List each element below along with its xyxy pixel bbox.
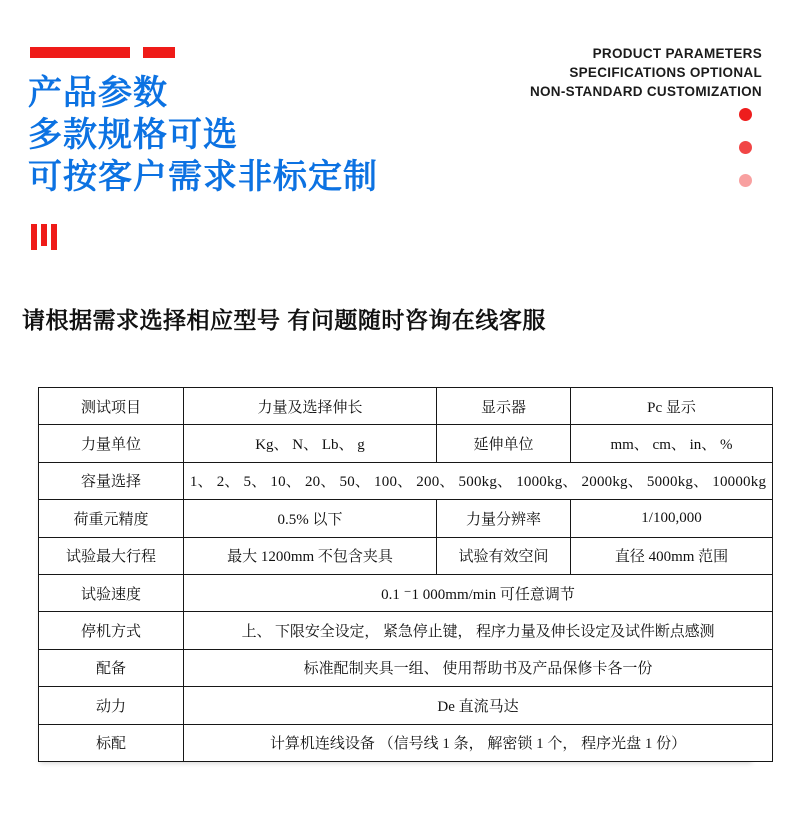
red-dot-2-icon [739, 141, 752, 154]
table-row [39, 687, 773, 724]
row-value-3: 试验有效空间 [437, 537, 571, 574]
row-label: 配备 [39, 649, 184, 686]
row-value-2: 最大 1200mm 不包含夹具 [184, 537, 437, 574]
row-value-4: Pc 显示 [571, 388, 773, 425]
spec-table [38, 387, 773, 762]
red-rule-group [30, 47, 175, 58]
red-tick-3-icon [51, 224, 57, 250]
table-row [39, 462, 773, 499]
row-value-2: 0.5% 以下 [184, 500, 437, 537]
row-label: 容量选择 [39, 462, 184, 499]
row-label: 标配 [39, 724, 184, 761]
red-dot-1-icon [739, 108, 752, 121]
section-subtitle: 请根据需求选择相应型号 有问题随时咨询在线客服 [22, 307, 546, 333]
table-row [39, 500, 773, 537]
table-row [39, 574, 773, 611]
row-value-2: Kg、 N、 Lb、 g [184, 425, 437, 462]
red-dot-group [739, 108, 752, 207]
red-dot-3-icon [739, 174, 752, 187]
row-label: 试验速度 [39, 574, 184, 611]
headline-group [28, 72, 378, 198]
row-label: 试验最大行程 [39, 537, 184, 574]
row-label: 测试项目 [39, 388, 184, 425]
row-value-span: 0.1 ⁻1 000mm/min 可任意调节 [184, 574, 773, 611]
table-row [39, 388, 773, 425]
table-row [39, 649, 773, 686]
row-label: 荷重元精度 [39, 500, 184, 537]
row-value-span: 1、 2、 5、 10、 20、 50、 100、 200、 500kg、 1000kg、 2000kg、 5000kg、 10000kg [184, 462, 773, 499]
row-label: 力量单位 [39, 425, 184, 462]
red-rule-long-icon [30, 47, 130, 58]
red-tick-group [31, 224, 57, 250]
table-row [39, 612, 773, 649]
row-value-span: De 直流马达 [184, 687, 773, 724]
headline-line-3: 可按客户需求非标定制 [28, 158, 378, 196]
row-label: 停机方式 [39, 612, 184, 649]
red-tick-2-icon [41, 224, 47, 246]
red-tick-1-icon [31, 224, 37, 250]
english-subtitle-group [530, 44, 762, 101]
headline-line-1: 产品参数 [28, 74, 168, 112]
row-value-span: 计算机连线设备 （信号线 1 条， 解密锁 1 个， 程序光盘 1 份） [184, 724, 773, 761]
english-line-3: NON-STANDARD CUSTOMIZATION [529, 84, 762, 99]
english-line-1: PRODUCT PARAMETERS [592, 46, 762, 61]
row-value-3: 延伸单位 [437, 425, 571, 462]
table-row [39, 724, 773, 761]
row-value-4: 直径 400mm 范围 [571, 537, 773, 574]
row-value-4: mm、 cm、 in、 % [571, 425, 773, 462]
headline-line-2: 多款规格可选 [28, 116, 238, 154]
row-value-span: 标准配制夹具一组、 使用帮助书及产品保修卡各一份 [184, 649, 773, 686]
table-row [39, 425, 773, 462]
spec-table-container [38, 387, 767, 762]
row-value-span: 上、 下限安全设定， 紧急停止键， 程序力量及伸长设定及试件断点感测 [184, 612, 773, 649]
row-label: 动力 [39, 687, 184, 724]
red-rule-short-icon [143, 47, 175, 58]
header-banner [0, 0, 790, 270]
english-line-2: SPECIFICATIONS OPTIONAL [569, 65, 762, 80]
row-value-3: 力量分辨率 [437, 500, 571, 537]
table-row [39, 537, 773, 574]
row-value-3: 显示器 [437, 388, 571, 425]
row-value-2: 力量及选择伸长 [184, 388, 437, 425]
row-value-4: 1/100,000 [571, 500, 773, 537]
